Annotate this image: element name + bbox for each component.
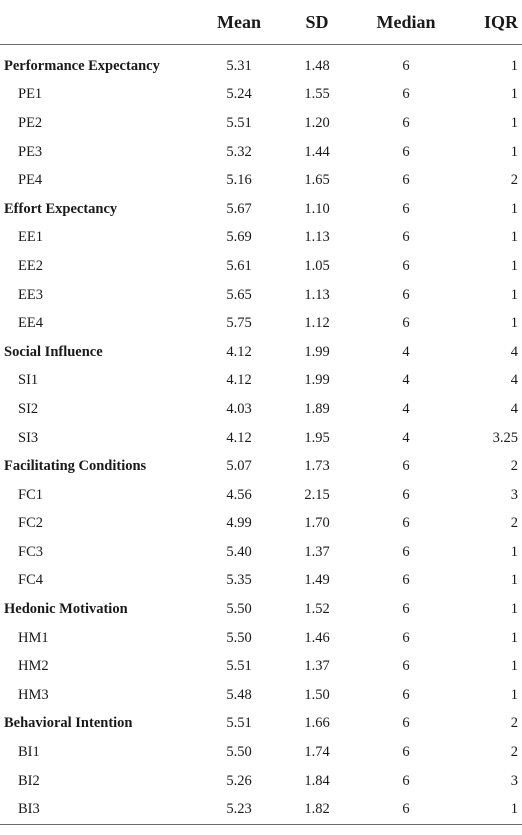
cell-mean: 4.56 bbox=[226, 486, 252, 503]
row-label: Performance Expectancy bbox=[4, 57, 160, 74]
table-row-group bbox=[0, 710, 522, 739]
header-mean: Mean bbox=[200, 0, 278, 45]
cell-iqr: 2 bbox=[510, 172, 518, 189]
cell-mean: 4.03 bbox=[226, 400, 252, 417]
table-row bbox=[0, 767, 522, 796]
cell-mean: 4.12 bbox=[226, 343, 252, 360]
cell-sd: 1.95 bbox=[304, 429, 330, 446]
cell-iqr: 1 bbox=[510, 200, 518, 217]
row-label: BI2 bbox=[18, 772, 40, 789]
table-row bbox=[0, 567, 522, 596]
table-row-group bbox=[0, 338, 522, 367]
cell-mean: 5.75 bbox=[226, 315, 252, 332]
cell-sd: 1.44 bbox=[304, 143, 330, 160]
cell-median: 6 bbox=[402, 200, 410, 217]
cell-mean: 5.24 bbox=[226, 86, 252, 103]
table-row bbox=[0, 681, 522, 710]
cell-sd: 1.73 bbox=[304, 458, 330, 475]
cell-median: 4 bbox=[402, 372, 410, 389]
footer-rule bbox=[0, 825, 522, 835]
cell-sd: 1.70 bbox=[304, 515, 330, 532]
table-row bbox=[0, 395, 522, 424]
header-label bbox=[0, 0, 200, 45]
cell-median: 6 bbox=[402, 172, 410, 189]
cell-median: 4 bbox=[402, 429, 410, 446]
cell-median: 6 bbox=[402, 715, 410, 732]
cell-median: 6 bbox=[402, 86, 410, 103]
row-label: FC3 bbox=[18, 543, 43, 560]
cell-median: 6 bbox=[402, 143, 410, 160]
row-label: PE1 bbox=[18, 86, 43, 103]
row-label: Effort Expectancy bbox=[4, 200, 118, 217]
cell-iqr: 1 bbox=[510, 601, 518, 618]
cell-median: 6 bbox=[402, 744, 410, 761]
cell-iqr: 3.25 bbox=[492, 429, 518, 446]
row-label: HM2 bbox=[18, 658, 49, 675]
cell-mean: 5.40 bbox=[226, 543, 252, 560]
cell-mean: 5.65 bbox=[226, 286, 252, 303]
cell-median: 6 bbox=[402, 601, 410, 618]
row-label: FC1 bbox=[18, 486, 43, 503]
table-row-group bbox=[0, 195, 522, 224]
header-iqr: IQR bbox=[456, 0, 522, 45]
table-row bbox=[0, 510, 522, 539]
header-sd: SD bbox=[278, 0, 356, 45]
cell-mean: 5.26 bbox=[226, 772, 252, 789]
cell-iqr: 1 bbox=[510, 143, 518, 160]
cell-sd: 1.37 bbox=[304, 658, 330, 675]
cell-sd: 1.37 bbox=[304, 543, 330, 560]
cell-mean: 4.12 bbox=[226, 429, 252, 446]
table-row bbox=[0, 481, 522, 510]
cell-median: 6 bbox=[402, 286, 410, 303]
table-row bbox=[0, 424, 522, 453]
header-row bbox=[0, 0, 522, 45]
cell-median: 4 bbox=[402, 343, 410, 360]
cell-iqr: 1 bbox=[510, 229, 518, 246]
table-row bbox=[0, 224, 522, 253]
cell-median: 6 bbox=[402, 686, 410, 703]
cell-iqr: 3 bbox=[510, 486, 518, 503]
table-row bbox=[0, 109, 522, 138]
cell-iqr: 4 bbox=[510, 343, 518, 360]
cell-sd: 1.13 bbox=[304, 286, 330, 303]
cell-iqr: 1 bbox=[510, 629, 518, 646]
cell-sd: 1.55 bbox=[304, 86, 330, 103]
row-label: Facilitating Conditions bbox=[4, 458, 147, 475]
cell-sd: 2.15 bbox=[304, 486, 330, 503]
cell-median: 6 bbox=[402, 114, 410, 131]
table-row-group bbox=[0, 452, 522, 481]
cell-mean: 5.69 bbox=[226, 229, 252, 246]
table-row bbox=[0, 538, 522, 567]
cell-median: 6 bbox=[402, 801, 410, 818]
row-label: BI1 bbox=[18, 744, 40, 761]
cell-mean: 5.32 bbox=[226, 143, 252, 160]
row-label: Behavioral Intention bbox=[4, 715, 133, 732]
row-label: BI3 bbox=[18, 801, 40, 818]
cell-iqr: 1 bbox=[510, 286, 518, 303]
cell-mean: 5.23 bbox=[226, 801, 252, 818]
row-label: PE4 bbox=[18, 172, 43, 189]
cell-median: 6 bbox=[402, 57, 410, 74]
row-label: PE3 bbox=[18, 143, 43, 160]
table-row bbox=[0, 652, 522, 681]
cell-iqr: 3 bbox=[510, 772, 518, 789]
cell-mean: 5.51 bbox=[226, 715, 252, 732]
cell-iqr: 2 bbox=[510, 744, 518, 761]
cell-median: 6 bbox=[402, 658, 410, 675]
table-row bbox=[0, 738, 522, 767]
cell-median: 4 bbox=[402, 400, 410, 417]
table-body bbox=[0, 52, 522, 825]
table-row bbox=[0, 166, 522, 195]
row-label: EE3 bbox=[18, 286, 43, 303]
table-row bbox=[0, 624, 522, 653]
cell-sd: 1.82 bbox=[304, 801, 330, 818]
cell-iqr: 1 bbox=[510, 801, 518, 818]
row-label: SI3 bbox=[18, 429, 39, 446]
cell-median: 6 bbox=[402, 772, 410, 789]
cell-median: 6 bbox=[402, 486, 410, 503]
cell-median: 6 bbox=[402, 257, 410, 274]
table-row-group bbox=[0, 595, 522, 624]
cell-mean: 4.99 bbox=[226, 515, 252, 532]
cell-median: 6 bbox=[402, 543, 410, 560]
cell-mean: 5.48 bbox=[226, 686, 252, 703]
cell-iqr: 1 bbox=[510, 686, 518, 703]
cell-iqr: 1 bbox=[510, 315, 518, 332]
row-label: SI2 bbox=[18, 400, 39, 417]
cell-sd: 1.46 bbox=[304, 629, 330, 646]
cell-iqr: 1 bbox=[510, 114, 518, 131]
row-label: HM1 bbox=[18, 629, 49, 646]
cell-mean: 5.51 bbox=[226, 658, 252, 675]
table-row bbox=[0, 138, 522, 167]
cell-median: 6 bbox=[402, 458, 410, 475]
cell-sd: 1.99 bbox=[304, 372, 330, 389]
row-label: FC4 bbox=[18, 572, 43, 589]
cell-mean: 5.31 bbox=[226, 57, 252, 74]
cell-iqr: 2 bbox=[510, 715, 518, 732]
cell-median: 6 bbox=[402, 315, 410, 332]
row-label: FC2 bbox=[18, 515, 43, 532]
cell-sd: 1.89 bbox=[304, 400, 330, 417]
footer-rule-cell bbox=[0, 825, 522, 835]
cell-iqr: 2 bbox=[510, 515, 518, 532]
cell-iqr: 1 bbox=[510, 57, 518, 74]
cell-mean: 5.50 bbox=[226, 629, 252, 646]
cell-iqr: 4 bbox=[510, 400, 518, 417]
cell-sd: 1.99 bbox=[304, 343, 330, 360]
cell-sd: 1.20 bbox=[304, 114, 330, 131]
table-header bbox=[0, 0, 522, 52]
cell-mean: 5.07 bbox=[226, 458, 252, 475]
row-label: Hedonic Motivation bbox=[4, 601, 128, 618]
cell-sd: 1.48 bbox=[304, 57, 330, 74]
cell-sd: 1.74 bbox=[304, 744, 330, 761]
cell-iqr: 1 bbox=[510, 658, 518, 675]
table-row bbox=[0, 795, 522, 824]
cell-sd: 1.84 bbox=[304, 772, 330, 789]
table-footer bbox=[0, 825, 522, 835]
table-row-group bbox=[0, 52, 522, 81]
table-row bbox=[0, 252, 522, 281]
table-row bbox=[0, 281, 522, 310]
cell-mean: 5.50 bbox=[226, 744, 252, 761]
cell-sd: 1.66 bbox=[304, 715, 330, 732]
cell-median: 6 bbox=[402, 572, 410, 589]
row-label: EE1 bbox=[18, 229, 43, 246]
cell-mean: 5.61 bbox=[226, 257, 252, 274]
cell-median: 6 bbox=[402, 229, 410, 246]
cell-iqr: 1 bbox=[510, 257, 518, 274]
cell-sd: 1.10 bbox=[304, 200, 330, 217]
cell-mean: 4.12 bbox=[226, 372, 252, 389]
cell-mean: 5.35 bbox=[226, 572, 252, 589]
row-label: SI1 bbox=[18, 372, 39, 389]
row-label: PE2 bbox=[18, 114, 43, 131]
cell-sd: 1.13 bbox=[304, 229, 330, 246]
cell-iqr: 2 bbox=[510, 458, 518, 475]
cell-mean: 5.16 bbox=[226, 172, 252, 189]
row-label: EE4 bbox=[18, 315, 43, 332]
cell-sd: 1.49 bbox=[304, 572, 330, 589]
table-row bbox=[0, 81, 522, 110]
header-spacer bbox=[0, 45, 522, 53]
cell-median: 6 bbox=[402, 515, 410, 532]
cell-sd: 1.05 bbox=[304, 257, 330, 274]
cell-sd: 1.12 bbox=[304, 315, 330, 332]
header-median: Median bbox=[356, 0, 456, 45]
header-spacer-cell bbox=[0, 45, 522, 53]
table-row bbox=[0, 367, 522, 396]
cell-sd: 1.50 bbox=[304, 686, 330, 703]
cell-iqr: 1 bbox=[510, 86, 518, 103]
cell-iqr: 1 bbox=[510, 543, 518, 560]
cell-iqr: 1 bbox=[510, 572, 518, 589]
cell-median: 6 bbox=[402, 629, 410, 646]
cell-mean: 5.67 bbox=[226, 200, 252, 217]
row-label: HM3 bbox=[18, 686, 49, 703]
table-row bbox=[0, 309, 522, 338]
cell-mean: 5.51 bbox=[226, 114, 252, 131]
row-label: Social Influence bbox=[4, 343, 103, 360]
cell-iqr: 4 bbox=[510, 372, 518, 389]
cell-sd: 1.65 bbox=[304, 172, 330, 189]
cell-sd: 1.52 bbox=[304, 601, 330, 618]
row-label: EE2 bbox=[18, 257, 43, 274]
cell-mean: 5.50 bbox=[226, 601, 252, 618]
